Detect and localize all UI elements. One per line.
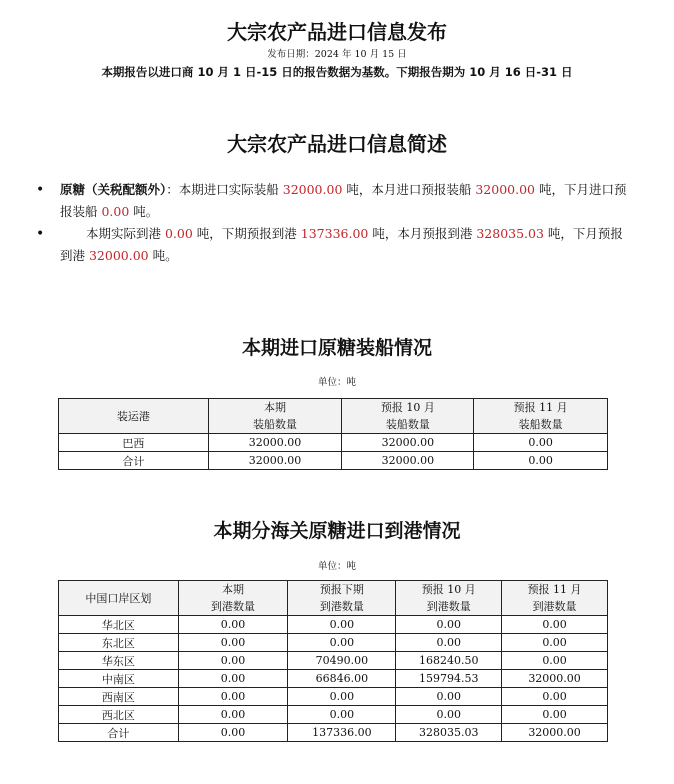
- table-cell: 合计: [59, 452, 209, 470]
- table-header-row: [59, 581, 608, 616]
- summary-bullet-arrival: [34, 223, 634, 267]
- table-cell: 0.00: [288, 688, 396, 706]
- table-cell: 0.00: [178, 724, 288, 742]
- table-cell: 0.00: [288, 706, 396, 724]
- table-cell: 32000.00: [502, 670, 608, 688]
- table-cell: 0.00: [396, 634, 502, 652]
- table-cell: 合计: [59, 724, 179, 742]
- table-row: [59, 434, 608, 452]
- table-row-total: [59, 452, 608, 470]
- summary-text: 吨，本月预报到港: [368, 226, 477, 241]
- column-header: 本期 到港数量: [178, 581, 288, 616]
- table-cell: 0.00: [288, 634, 396, 652]
- table-cell: 华东区: [59, 652, 179, 670]
- summary-text: 本期实际到港: [86, 226, 165, 241]
- table-cell: 0.00: [178, 634, 288, 652]
- summary-text: ：本期进口实际装船: [166, 182, 283, 197]
- table-row: [59, 634, 608, 652]
- publish-date: 发布日期：2024 年 10 月 15 日: [267, 49, 407, 60]
- table-cell: 0.00: [396, 706, 502, 724]
- table-cell: 东北区: [59, 634, 179, 652]
- table-cell: 华北区: [59, 616, 179, 634]
- summary-text: 吨，下期预报到港: [192, 226, 301, 241]
- table-cell: 0.00: [178, 670, 288, 688]
- shipping-table: [58, 398, 608, 470]
- column-header: 预报 11 月 到港数量: [502, 581, 608, 616]
- table-cell: 328035.03: [396, 724, 502, 742]
- table-row: [59, 652, 608, 670]
- table-cell: 0.00: [502, 634, 608, 652]
- page-title: 大宗农产品进口信息发布: [227, 20, 447, 44]
- table-cell: 32000.00: [208, 452, 342, 470]
- table-cell: 0.00: [178, 652, 288, 670]
- summary-value: 32000.00: [475, 182, 536, 197]
- table-cell: 西北区: [59, 706, 179, 724]
- shipping-section-title: 本期进口原糖装船情况: [241, 337, 432, 359]
- table-header-row: [59, 399, 608, 434]
- commodity-label: 原糖（关税配额外）: [60, 182, 167, 197]
- table-cell: 0.00: [502, 616, 608, 634]
- summary-value: 32000.00: [282, 182, 343, 197]
- summary-text: 吨，本月进口预报装船: [342, 182, 476, 197]
- table-row: [59, 670, 608, 688]
- table-cell: 32000.00: [502, 724, 608, 742]
- table-cell: 0.00: [474, 452, 608, 470]
- summary-title: 大宗农产品进口信息简述: [227, 132, 447, 156]
- summary-bullet-shipping: [34, 179, 634, 223]
- summary-text: 吨，下月预报到港: [60, 226, 623, 263]
- arrival-section-title: 本期分海关原糖进口到港情况: [213, 520, 461, 542]
- arrival-table: [58, 580, 608, 742]
- summary-value: 0.00: [164, 226, 193, 241]
- arrival-unit: 单位：吨: [317, 561, 356, 572]
- table-row-total: [59, 724, 608, 742]
- table-cell: 0.00: [502, 652, 608, 670]
- summary-list: [34, 179, 634, 267]
- summary-text: 吨。: [148, 248, 178, 263]
- summary-text: 吨，下月进口预报装船: [60, 182, 627, 219]
- table-cell: 西南区: [59, 688, 179, 706]
- table-cell: 0.00: [288, 616, 396, 634]
- table-cell: 0.00: [502, 688, 608, 706]
- table-cell: 159794.53: [396, 670, 502, 688]
- column-header: 预报 10 月 装船数量: [342, 399, 474, 434]
- table-cell: 70490.00: [288, 652, 396, 670]
- bullet-dot-icon: •: [36, 226, 45, 242]
- table-row: [59, 616, 608, 634]
- table-cell: 0.00: [396, 616, 502, 634]
- table-cell: 137336.00: [288, 724, 396, 742]
- summary-value: 0.00: [101, 204, 130, 219]
- column-header: 本期 装船数量: [208, 399, 342, 434]
- summary-value: 328035.03: [476, 226, 544, 241]
- table-cell: 0.00: [178, 706, 288, 724]
- shipping-unit: 单位：吨: [317, 377, 356, 388]
- table-cell: 0.00: [396, 688, 502, 706]
- table-cell: 32000.00: [342, 434, 474, 452]
- table-cell: 0.00: [474, 434, 608, 452]
- summary-value: 137336.00: [300, 226, 369, 241]
- table-cell: 66846.00: [288, 670, 396, 688]
- table-cell: 32000.00: [208, 434, 342, 452]
- column-header: 预报 11 月 装船数量: [474, 399, 608, 434]
- summary-value: 32000.00: [88, 248, 149, 263]
- column-header: 装运港: [59, 399, 209, 434]
- table-cell: 0.00: [178, 688, 288, 706]
- table-cell: 0.00: [502, 706, 608, 724]
- table-cell: 中南区: [59, 670, 179, 688]
- table-row: [59, 688, 608, 706]
- report-basis: 本期报告以进口商 10 月 1 日-15 日的报告数据为基数。下期报告期为 10 月 16 日-31 日: [101, 65, 573, 79]
- column-header: 预报 10 月 到港数量: [396, 581, 502, 616]
- table-cell: 巴西: [59, 434, 209, 452]
- table-cell: 0.00: [178, 616, 288, 634]
- table-cell: 32000.00: [342, 452, 474, 470]
- column-header: 预报下期 到港数量: [288, 581, 396, 616]
- bullet-dot-icon: •: [36, 182, 45, 198]
- summary-text: 吨。: [129, 204, 159, 219]
- table-cell: 168240.50: [396, 652, 502, 670]
- table-row: [59, 706, 608, 724]
- column-header: 中国口岸区划: [59, 581, 179, 616]
